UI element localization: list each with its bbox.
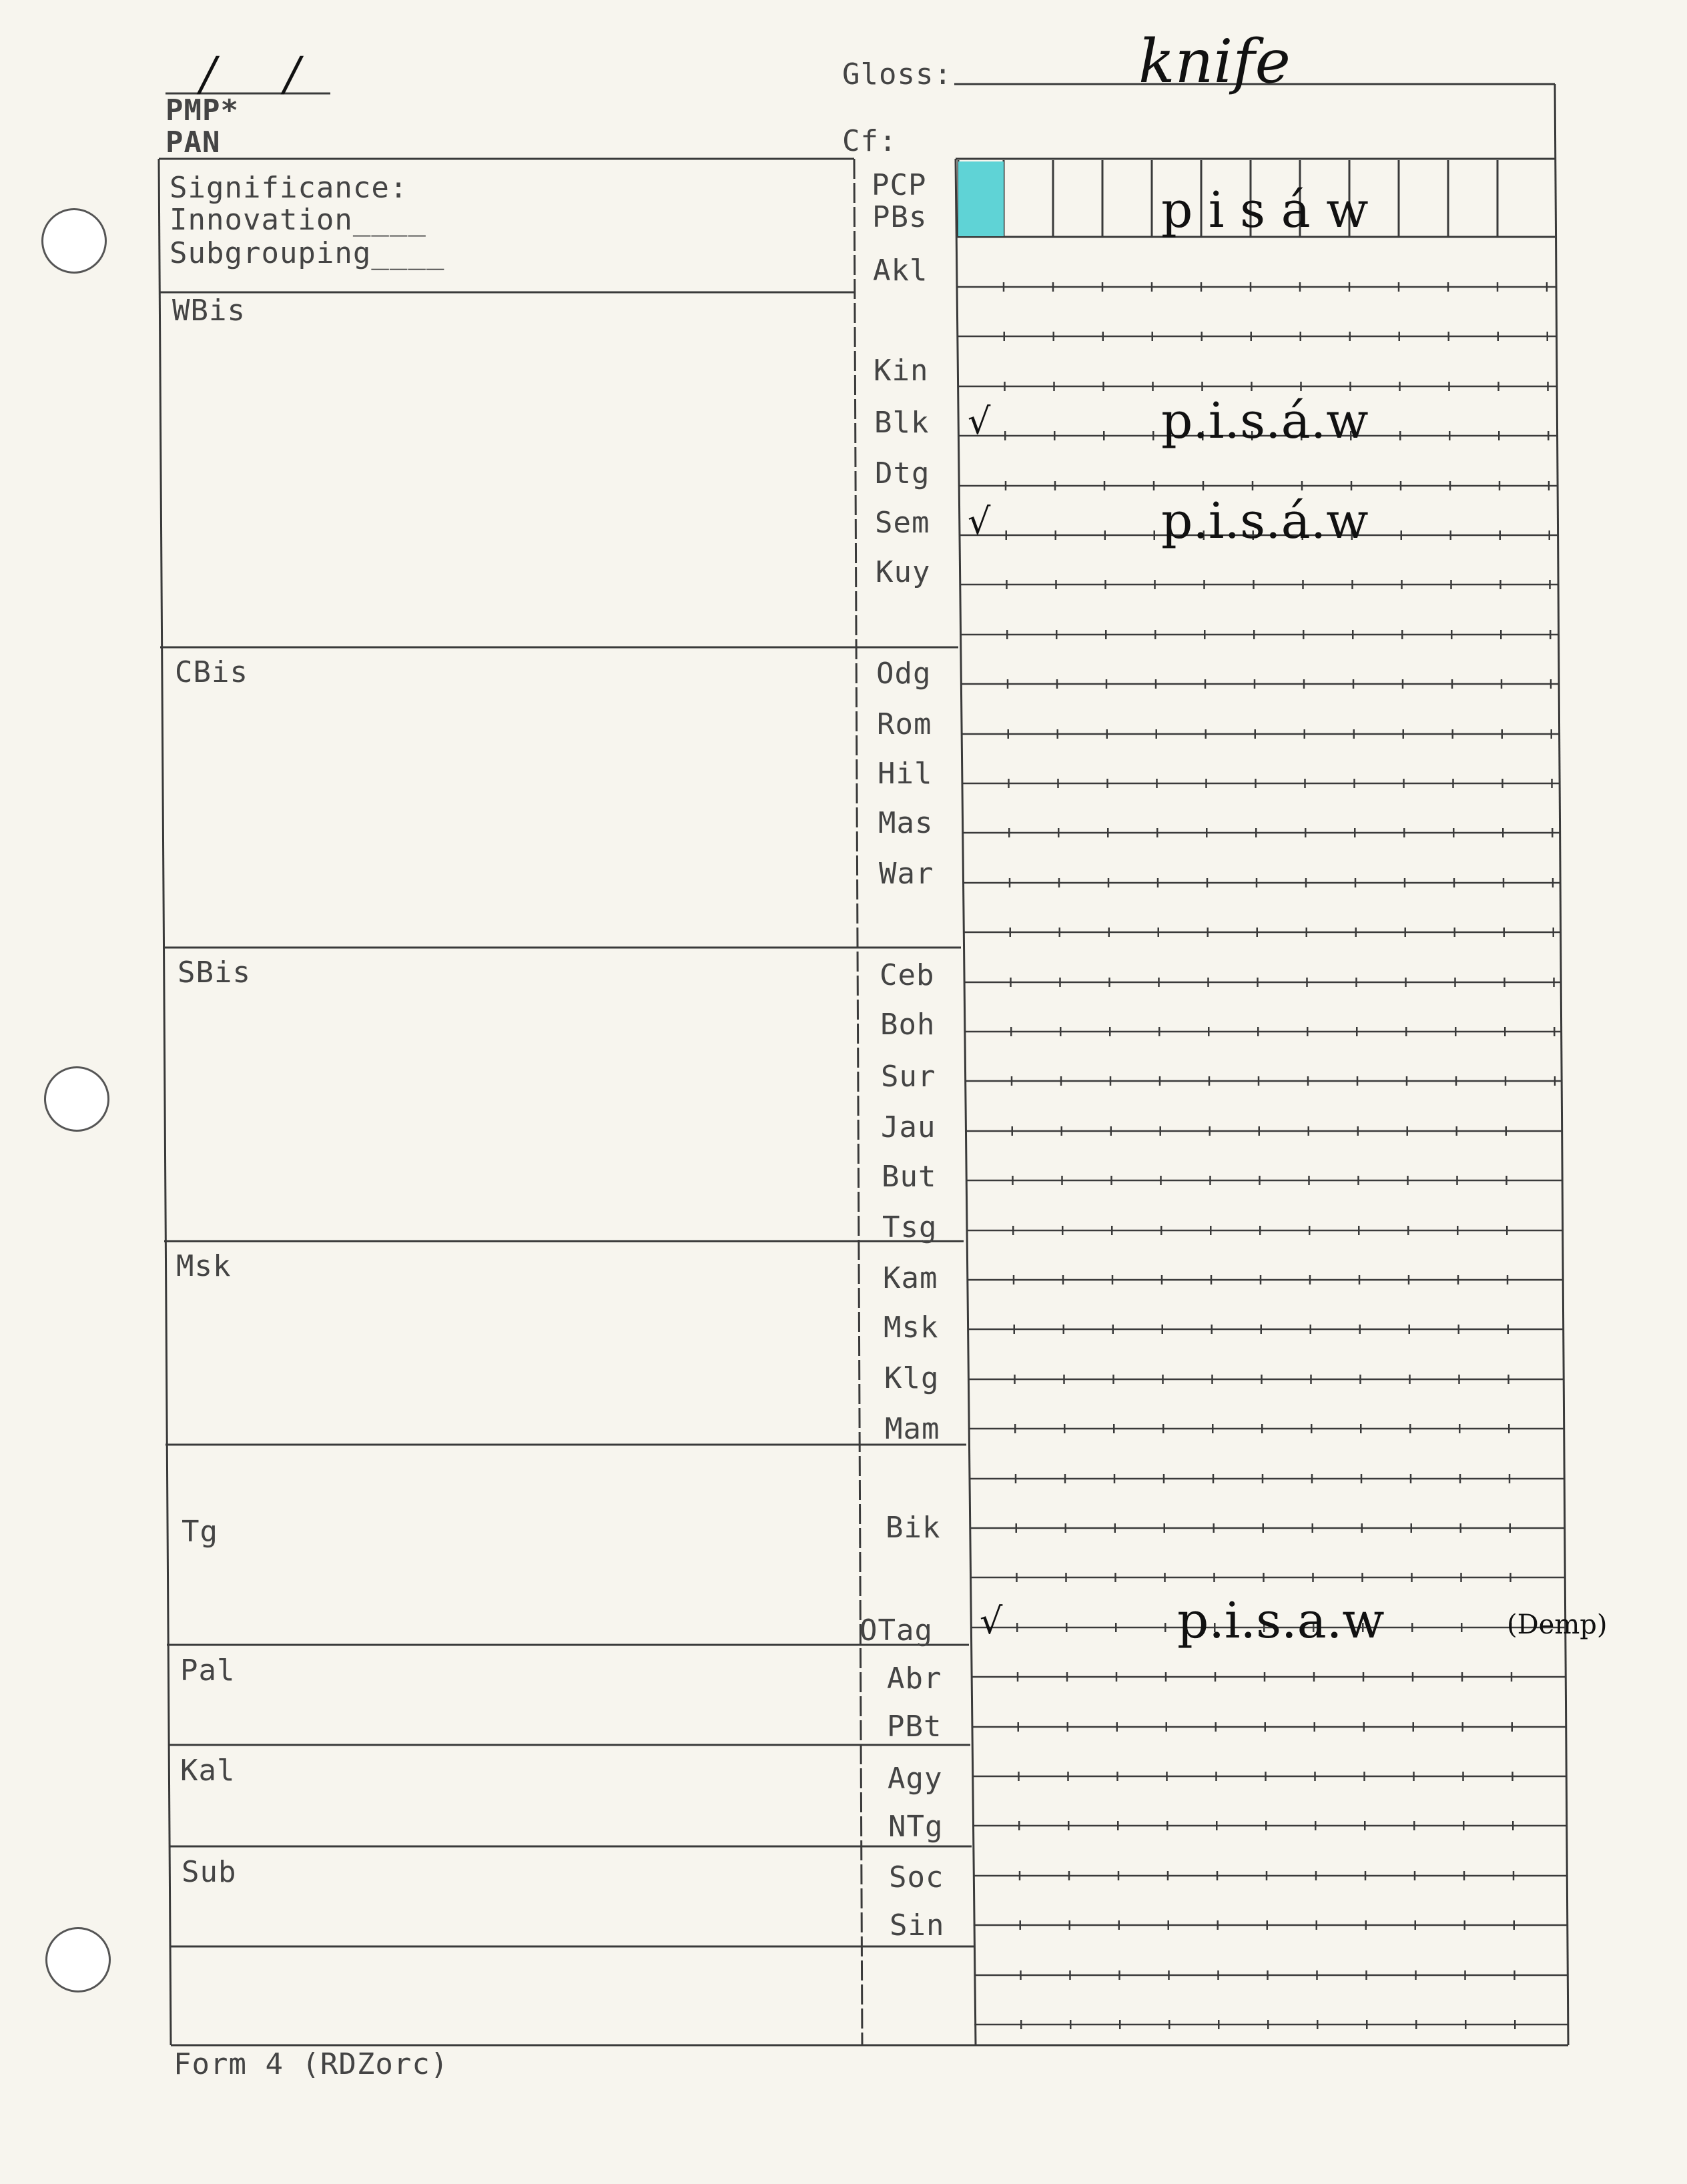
date-marks: / /	[200, 47, 327, 101]
otag-check: √	[980, 1600, 1003, 1642]
language-war: War	[879, 857, 934, 891]
language-odg: Odg	[876, 657, 932, 691]
language-dtg: Dtg	[875, 456, 930, 490]
language-kin: Kin	[874, 354, 929, 388]
cf-label: Cf:	[842, 124, 898, 158]
language-msk: Msk	[884, 1311, 939, 1345]
sem-form: p.i.s.á.w	[1161, 492, 1369, 550]
language-pcp: PCP	[872, 168, 927, 202]
language-sem: Sem	[875, 506, 930, 540]
sem-check: √	[968, 500, 991, 542]
section-cbis: CBis	[175, 655, 248, 689]
pmp-label: PMP*	[165, 93, 239, 127]
language-mas: Mas	[878, 806, 934, 840]
language-kuy: Kuy	[876, 555, 931, 589]
section-wbis: WBis	[172, 294, 246, 328]
language-mam: Mam	[885, 1412, 940, 1446]
section-tg: Tg	[182, 1515, 218, 1549]
language-rom: Rom	[877, 707, 932, 741]
language-kam: Kam	[883, 1261, 938, 1295]
language-jau: Jau	[881, 1110, 936, 1144]
language-pbs: PBs	[872, 200, 928, 234]
otag-note: (Demp)	[1507, 1609, 1608, 1640]
language-boh: Boh	[880, 1008, 936, 1042]
gloss-value: knife	[1138, 27, 1291, 97]
section-kal: Kal	[180, 1754, 236, 1788]
language-otag: OTag	[860, 1613, 933, 1648]
innovation-field[interactable]: Innovation____	[170, 203, 426, 237]
section-pal: Pal	[180, 1654, 236, 1688]
language-but: But	[882, 1160, 937, 1194]
language-abr: Abr	[887, 1662, 942, 1696]
language-blk: Blk	[874, 406, 930, 440]
language-sin: Sin	[890, 1908, 945, 1942]
language-agy: Agy	[888, 1762, 943, 1796]
pbs-form: p i s á w	[1161, 181, 1369, 239]
language-klg: Klg	[884, 1361, 940, 1395]
section-sbis: SBis	[178, 956, 251, 990]
otag-form: p.i.s.a.w	[1177, 1592, 1385, 1650]
language-akl: Akl	[873, 254, 928, 288]
language-tsg: Tsg	[882, 1210, 938, 1244]
significance-title: Significance:	[170, 171, 408, 205]
language-soc: Soc	[889, 1860, 944, 1894]
language-ceb: Ceb	[880, 958, 935, 992]
section-sub: Sub	[182, 1855, 237, 1889]
language-pbt: PBt	[887, 1710, 942, 1744]
section-msk: Msk	[176, 1249, 232, 1283]
blk-check: √	[968, 400, 991, 442]
language-ntg: NTg	[888, 1810, 944, 1844]
pan-label: PAN	[165, 125, 221, 159]
language-hil: Hil	[878, 757, 933, 791]
language-sur: Sur	[881, 1060, 936, 1094]
subgrouping-field[interactable]: Subgrouping____	[170, 236, 445, 270]
form-footer: Form 4 (RDZorc)	[174, 2047, 449, 2081]
language-bik: Bik	[886, 1511, 941, 1545]
blk-form: p.i.s.á.w	[1161, 392, 1369, 450]
gloss-label: Gloss:	[842, 57, 952, 91]
